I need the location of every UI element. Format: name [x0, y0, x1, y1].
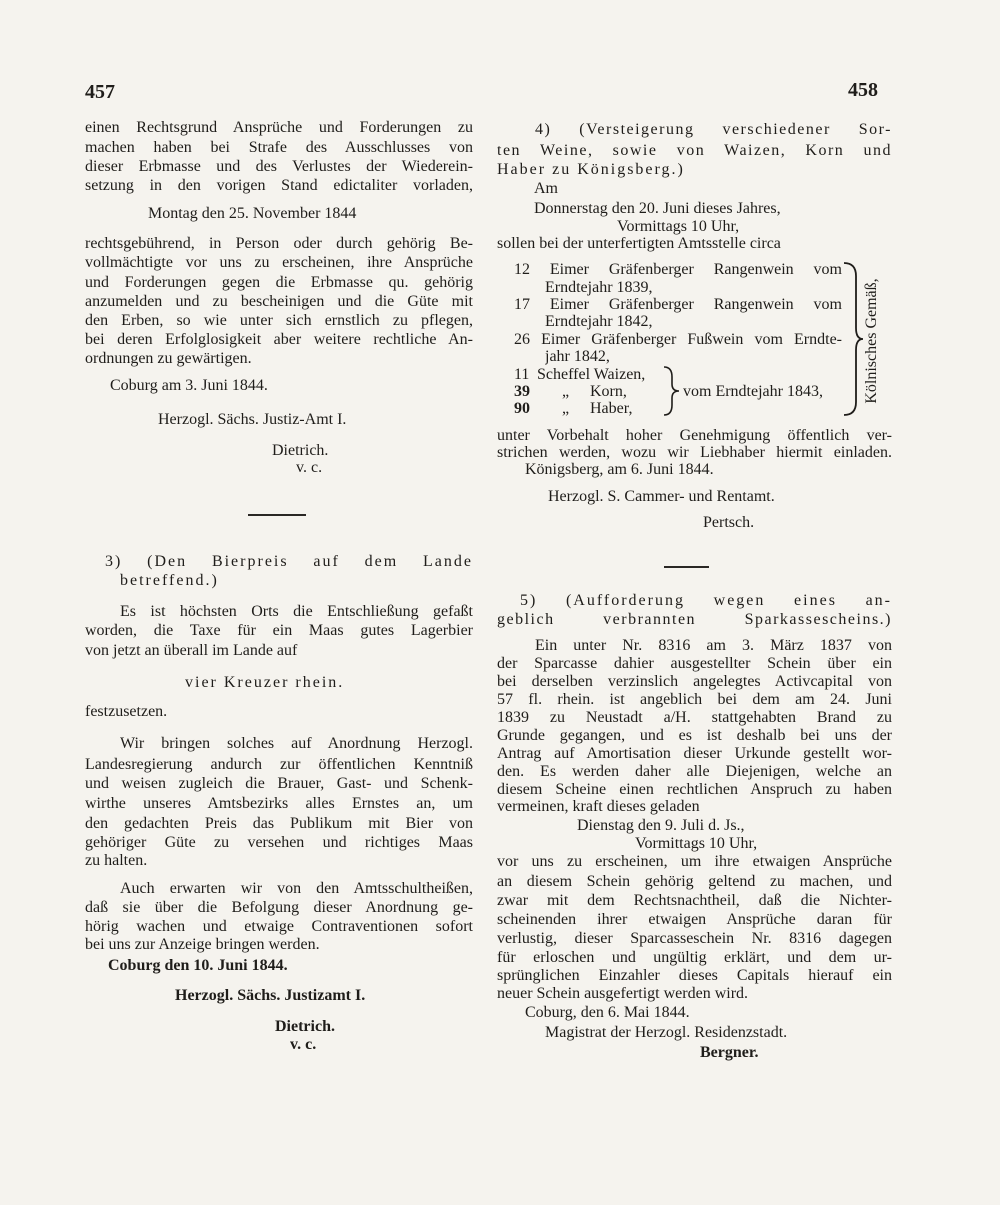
text-line: zwar mit dem Rechtsnachtheil, daß die Nichter-: [497, 892, 892, 909]
grain-quantity: 39: [514, 383, 530, 400]
text-line: Am: [534, 180, 558, 197]
text-line: und Forderungen gegen die Erbmasse qu. gehörig: [85, 274, 473, 291]
text-line: bei uns zur Anzeige bringen werden.: [85, 936, 320, 953]
text-line: diesem Scheine einen rechtlichen Anspruch zu haben: [497, 781, 892, 798]
signature-note: v. c.: [290, 1036, 317, 1053]
text-line: der Sparcasse dahier ausgestellter Schein über ein: [497, 655, 892, 672]
notice-heading: 4) (Versteigerung verschiedener Sor-: [535, 121, 892, 138]
notice-heading: betreffend.): [120, 572, 219, 589]
hearing-date: Dienstag den 9. Juli d. Js.,: [577, 817, 745, 834]
issuing-authority: Herzogl. S. Cammer- und Rentamt.: [548, 488, 775, 505]
list-item: 17 Eimer Gräfenberger Rangenwein vom: [514, 296, 842, 313]
text-line: den gedachten Preis das Publikum mit Bier von: [85, 815, 473, 832]
ditto-mark: „: [562, 400, 570, 417]
text-line: machen haben bei Strafe des Ausschlusses von: [85, 139, 473, 156]
grain-item: Korn,: [590, 383, 627, 400]
text-line: verlustig, dieser Sparcasseschein Nr. 8316 dagegen: [497, 930, 892, 947]
hearing-date: Montag den 25. November 1844: [148, 205, 357, 222]
text-line: 1839 zu Neustadt a/H. stattgehabten Brand zu: [497, 709, 892, 726]
text-line: bei deren Erfolglosigkeit aber weitere rechtliche An-: [85, 331, 473, 348]
signature: Dietrich.: [272, 442, 329, 459]
text-line: vollmächtigte vor uns zu erscheinen, ihre Ansprüche: [85, 254, 473, 271]
grain-item: Haber,: [590, 400, 633, 417]
signature-note: v. c.: [296, 459, 323, 476]
text-line: sollen bei der unterfertigten Amtsstelle circa: [497, 235, 781, 252]
text-line: vor uns zu erscheinen, um ihre etwaigen Ansprüche: [497, 853, 892, 870]
ditto-mark: „: [562, 383, 570, 400]
text-line: strichen werden, wozu wir Liebhaber hiermit einladen.: [497, 444, 892, 461]
text-line: 57 fl. rhein. ist angeblich bei dem am 24. Juni: [497, 691, 892, 708]
text-line: daß sie über die Befolgung dieser Anordnung ge-: [85, 899, 473, 916]
notice-heading: geblich verbrannten Sparkassescheins.): [497, 611, 892, 628]
text-line: vermeinen, kraft dieses geladen: [497, 798, 700, 815]
page-number-left: 457: [85, 81, 115, 103]
text-line: für erloschen und ungültig erklärt, und dem ur-: [497, 949, 892, 966]
text-line: einen Rechtsgrund Ansprüche und Forderungen zu: [85, 119, 473, 136]
text-line: ordnungen zu gewärtigen.: [85, 350, 252, 367]
list-item: 26 Eimer Gräfenberger Fußwein vom Erndte-: [514, 331, 842, 348]
notice-heading: ten Weine, sowie von Waizen, Korn und: [497, 142, 892, 159]
notice-heading: 5) (Aufforderung wegen eines an-: [520, 592, 892, 609]
text-line: den Erben, so wie unter sich ernstlich zu pflegen,: [85, 312, 473, 329]
place-date: Coburg am 3. Juni 1844.: [110, 377, 268, 394]
section-divider: [664, 566, 709, 568]
text-line: Wir bringen solches auf Anordnung Herzogl.: [120, 735, 473, 752]
text-line: an diesem Schein gehörig geltend zu machen, und: [497, 873, 892, 890]
place-date: Coburg den 10. Juni 1844.: [108, 957, 288, 974]
text-line: rechtsgebührend, in Person oder durch gehörig Be-: [85, 235, 473, 252]
text-line: dieser Erbmasse und des Verlustes der Wiederein-: [85, 158, 473, 175]
grain-item: Scheffel Waizen,: [537, 366, 646, 383]
text-line: anzumelden und zu bescheinigen und die Güte mit: [85, 293, 473, 310]
auction-time: Vormittags 10 Uhr,: [617, 218, 740, 235]
text-line: von jetzt an überall im Lande auf: [85, 642, 298, 659]
list-item: Erndtejahr 1839,: [545, 279, 653, 296]
text-line: zu halten.: [85, 852, 148, 869]
text-line: bei derselben verzinslich angelegtes Activcapital von: [497, 673, 892, 690]
text-line: Landesregierung andurch zur öffentlichen Kenntniß: [85, 756, 473, 773]
issuing-authority: Herzogl. Sächs. Justiz-Amt I.: [158, 411, 347, 428]
text-line: Auch erwarten wir von den Amtsschultheißen,: [120, 880, 473, 897]
text-line: festzusetzen.: [85, 703, 168, 720]
section-divider: [248, 514, 306, 516]
grain-quantity: 11: [514, 366, 530, 383]
grain-quantity: 90: [514, 400, 530, 417]
text-line: den. Es werden daher alle Diejenigen, welche an: [497, 763, 892, 780]
measure-note: Kölnisches Gemäß,: [863, 278, 880, 404]
text-line: wirthe unseres Amtsbezirks alles Ernstes an, um: [85, 795, 473, 812]
beer-price: vier Kreuzer rhein.: [185, 674, 345, 691]
issuing-authority: Herzogl. Sächs. Justizamt I.: [175, 987, 366, 1004]
list-item: jahr 1842,: [545, 348, 610, 365]
list-item: Erndtejahr 1842,: [545, 313, 653, 330]
text-line: unter Vorbehalt hoher Genehmigung öffentlich ver-: [497, 427, 892, 444]
text-line: Grunde gegangen, und es ist deshalb bei uns der: [497, 727, 892, 744]
hearing-time: Vormittags 10 Uhr,: [635, 835, 758, 852]
text-line: neuer Schein ausgefertigt werden wird.: [497, 985, 749, 1002]
notice-heading: 3) (Den Bierpreis auf dem Lande: [105, 553, 473, 570]
grain-harvest-year: vom Erndtejahr 1843,: [683, 383, 823, 400]
signature: Dietrich.: [275, 1018, 335, 1035]
place-date: Königsberg, am 6. Juni 1844.: [525, 461, 714, 478]
text-line: scheinenden ihrer etwaigen Ansprüche daran für: [497, 911, 892, 928]
text-line: und weisen zugleich die Brauer, Gast- und Schenk-: [85, 775, 473, 792]
list-item: 12 Eimer Gräfenberger Rangenwein vom: [514, 261, 842, 278]
notice-heading: Haber zu Königsberg.): [497, 161, 685, 178]
signature: Bergner.: [700, 1044, 759, 1061]
text-line: Es ist höchsten Orts die Entschließung gefaßt: [120, 603, 473, 620]
text-line: setzung in den vorigen Stand edictaliter vorladen,: [85, 177, 473, 194]
auction-date: Donnerstag den 20. Juni dieses Jahres,: [534, 200, 781, 217]
text-line: gehöriger Güte zu versehen und richtiges Maas: [85, 834, 473, 851]
signature: Pertsch.: [703, 514, 755, 531]
text-line: worden, die Taxe für ein Maas gutes Lagerbier: [85, 622, 473, 639]
page-number-right: 458: [848, 79, 878, 101]
text-line: Antrag auf Amortisation dieser Urkunde gestellt wor-: [497, 745, 892, 762]
place-date: Coburg, den 6. Mai 1844.: [525, 1004, 690, 1021]
text-line: Ein unter Nr. 8316 am 3. März 1837 von: [535, 637, 892, 654]
text-line: sprünglichen Einzahler dieses Capitals hierauf ein: [497, 967, 892, 984]
text-line: hörig wachen und etwaige Contraventionen sofort: [85, 918, 473, 935]
issuing-authority: Magistrat der Herzogl. Residenzstadt.: [545, 1024, 788, 1041]
